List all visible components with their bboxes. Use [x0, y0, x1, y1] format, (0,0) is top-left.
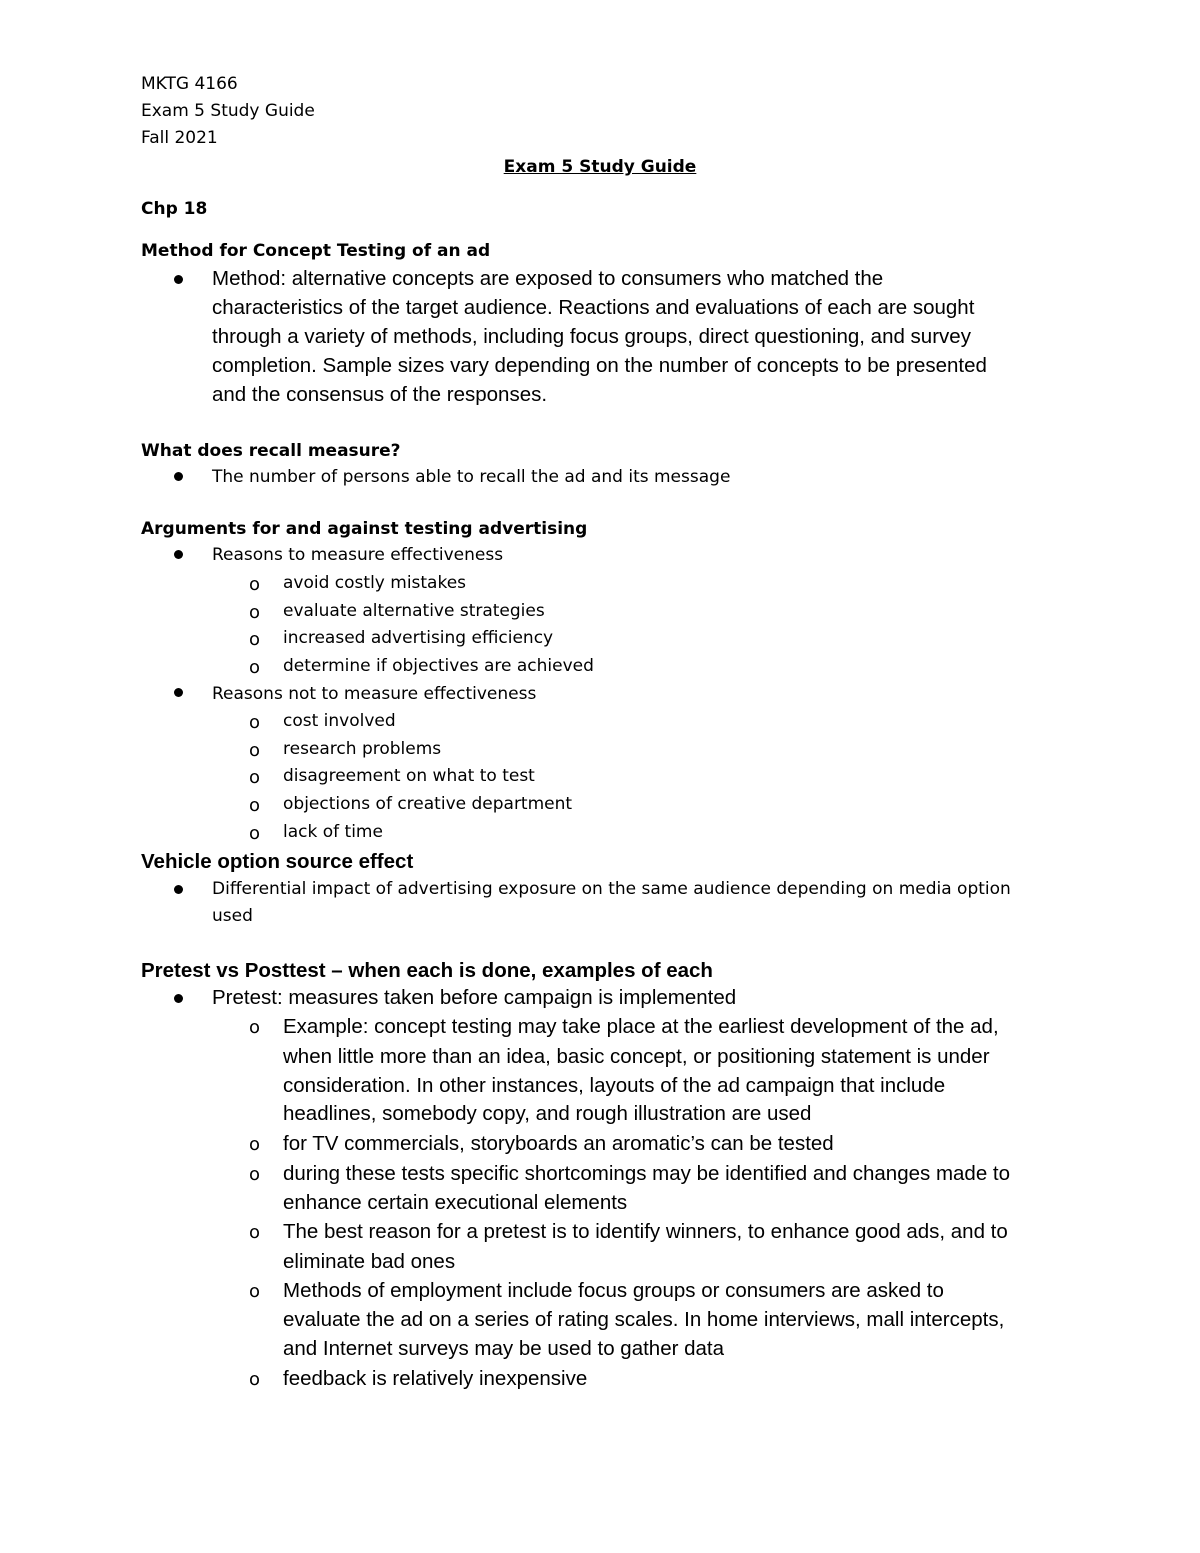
hollow-bullet-icon: o [249, 795, 261, 816]
hollow-bullet-icon: o [249, 823, 261, 844]
pretest-sub-line: for TV commercials, storyboards an aromatic’s can be tested [283, 1132, 834, 1155]
chapter-heading: Chp 18 [141, 199, 208, 219]
hollow-bullet-icon: o [249, 629, 261, 650]
pretest-sub-line: headlines, somebody copy, and rough illustration are used [283, 1102, 812, 1125]
pretest-sub-line: during these tests specific shortcomings may be identified and changes made to [283, 1162, 1011, 1185]
reasons-against-label: Reasons not to measure effectiveness [212, 684, 537, 704]
arguments-heading: Arguments for and against testing advertising [141, 519, 588, 539]
course-code: MKTG 4166 [141, 74, 238, 94]
doc-name: Exam 5 Study Guide [141, 101, 315, 121]
list-item: research problems [283, 739, 442, 759]
bullet-icon [174, 688, 183, 697]
term: Fall 2021 [141, 128, 218, 148]
pretest-heading: Pretest vs Posttest – when each is done, examples of each [141, 959, 713, 982]
hollow-bullet-icon: o [249, 1222, 261, 1243]
concept-line: and the consensus of the responses. [212, 383, 548, 406]
pretest-sub-line: The best reason for a pretest is to identify winners, to enhance good ads, and to [283, 1220, 1008, 1243]
list-item: disagreement on what to test [283, 766, 535, 786]
pretest-item: Pretest: measures taken before campaign is implemented [212, 986, 737, 1009]
bullet-icon [174, 550, 183, 559]
list-item: objections of creative department [283, 794, 573, 814]
concept-line: characteristics of the target audience. Reactions and evaluations of each are sought [212, 296, 975, 319]
hollow-bullet-icon: o [249, 767, 261, 788]
pretest-sub-line: Methods of employment include focus groups or consumers are asked to [283, 1279, 944, 1302]
concept-line: Method: alternative concepts are exposed to consumers who matched the [212, 267, 884, 290]
list-item: determine if objectives are achieved [283, 656, 594, 676]
hollow-bullet-icon: o [249, 1281, 261, 1302]
pretest-sub-line: feedback is relatively inexpensive [283, 1367, 588, 1390]
recall-heading: What does recall measure? [141, 441, 401, 461]
bullet-icon [174, 994, 183, 1003]
recall-item: The number of persons able to recall the ad and its message [212, 467, 731, 487]
page-title: Exam 5 Study Guide [503, 157, 697, 177]
concept-line: completion. Sample sizes vary depending on the number of concepts to be presented [212, 354, 987, 377]
hollow-bullet-icon: o [249, 657, 261, 678]
hollow-bullet-icon: o [249, 1164, 261, 1185]
pretest-sub-line: Example: concept testing may take place at the earliest development of the ad, [283, 1015, 999, 1038]
list-item: lack of time [283, 822, 383, 842]
list-item: increased advertising efficiency [283, 628, 554, 648]
concept-heading: Method for Concept Testing of an ad [141, 241, 491, 261]
list-item: evaluate alternative strategies [283, 601, 545, 621]
pretest-sub-line: consideration. In other instances, layouts of the ad campaign that include [283, 1074, 946, 1097]
concept-line: through a variety of methods, including focus groups, direct questioning, and survey [212, 325, 971, 348]
hollow-bullet-icon: o [249, 1017, 261, 1038]
vehicle-line: used [212, 906, 253, 926]
list-item: cost involved [283, 711, 396, 731]
list-item: avoid costly mistakes [283, 573, 467, 593]
pretest-sub-line: enhance certain executional elements [283, 1191, 628, 1214]
pretest-sub-line: when little more than an idea, basic concept, or positioning statement is under [283, 1045, 990, 1068]
pretest-sub-line: and Internet surveys may be used to gather data [283, 1337, 725, 1360]
hollow-bullet-icon: o [249, 1134, 261, 1155]
vehicle-line: Differential impact of advertising exposure on the same audience depending on media option [212, 879, 1011, 899]
bullet-icon [174, 275, 183, 284]
bullet-icon [174, 472, 183, 481]
hollow-bullet-icon: o [249, 740, 261, 761]
hollow-bullet-icon: o [249, 602, 261, 623]
reasons-for-label: Reasons to measure effectiveness [212, 545, 504, 565]
bullet-icon [174, 885, 183, 894]
hollow-bullet-icon: o [249, 712, 261, 733]
pretest-sub-line: evaluate the ad on a series of rating scales. In home interviews, mall intercepts, [283, 1308, 1005, 1331]
pretest-sub-line: eliminate bad ones [283, 1250, 456, 1273]
hollow-bullet-icon: o [249, 1369, 261, 1390]
vehicle-heading: Vehicle option source effect [141, 850, 414, 873]
hollow-bullet-icon: o [249, 574, 261, 595]
